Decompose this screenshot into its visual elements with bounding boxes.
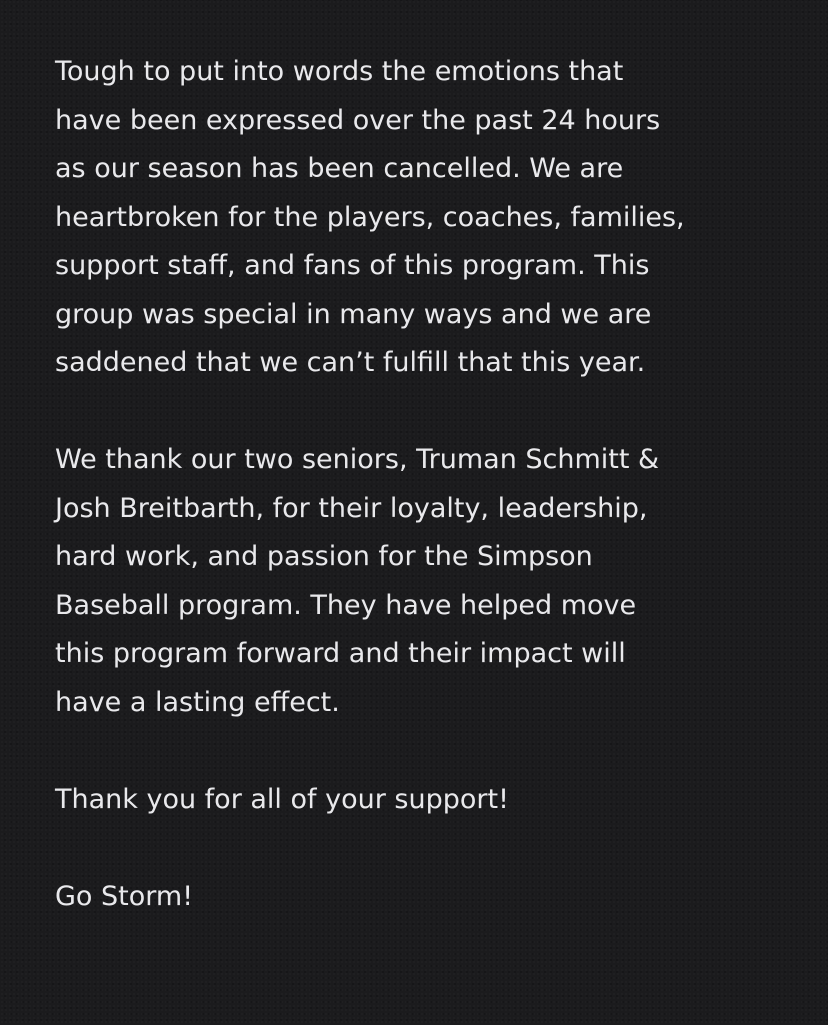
paragraph-support-thanks: Thank you for all of your support! <box>55 783 509 815</box>
note-body <box>55 48 795 970</box>
paragraph-sign-off: Go Storm! <box>55 880 194 912</box>
paragraph-season-cancelled: Tough to put into words the emotions that have been expressed over the past 24 hours as our season has been cancelled. We are heartbroken for the players, coaches, families, support staff, and fans of this program. This group was special in many ways and we are saddened that we can’t fulfill that this year. <box>55 56 685 378</box>
paragraph-seniors-thanks: We thank our two seniors, Truman Schmitt & Josh Breitbarth, for their loyalty, leadership, hard work, and passion for the Simpson Baseball program. They have helped move this program forward and their impact will have a lasting effect. <box>55 444 660 718</box>
